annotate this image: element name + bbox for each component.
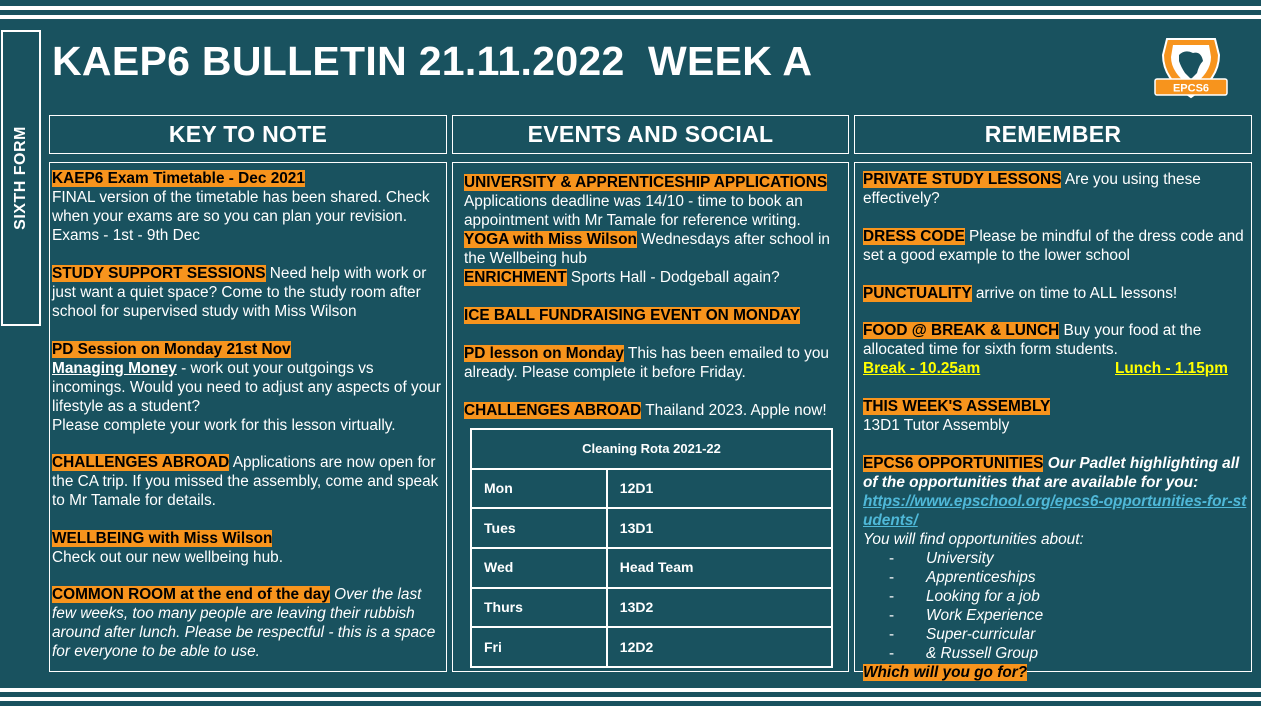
private-study-text: Are you using these effectively? bbox=[863, 171, 1201, 207]
punctuality-title: PUNCTUALITY bbox=[863, 285, 972, 302]
opportunities-intro: You will find opportunities about: bbox=[863, 531, 1084, 548]
assembly-title: THIS WEEK'S ASSEMBLY bbox=[863, 398, 1051, 415]
challenges-abroad-item bbox=[52, 453, 444, 510]
bottom-stripe-2 bbox=[0, 697, 1261, 701]
rota-group: 12D2 bbox=[607, 627, 832, 667]
enrichment-text: Sports Hall - Dodgeball again? bbox=[566, 269, 780, 286]
rota-day: Fri bbox=[471, 627, 607, 667]
rota-day: Wed bbox=[471, 548, 607, 588]
common-room-item bbox=[52, 585, 444, 661]
dress-code-item bbox=[863, 227, 1249, 265]
yoga-title: YOGA with Miss Wilson bbox=[464, 231, 637, 248]
university-text: Applications deadline was 14/10 - time to book an appointment with Mr Tamale for reference writing. bbox=[464, 193, 803, 229]
opportunities-list bbox=[863, 549, 1249, 663]
opportunities-question: Which will you go for? bbox=[863, 664, 1028, 681]
page-title: KAEP6 BULLETIN 21.11.2022 WEEK A bbox=[52, 38, 813, 84]
padlet-link[interactable]: https://www.epschool.org/epcs6-opportunities-for-students/ bbox=[863, 493, 1247, 529]
assembly-item bbox=[863, 397, 1249, 435]
header-key-to-note: KEY TO NOTE bbox=[49, 115, 447, 154]
abroad-event-item bbox=[464, 401, 846, 420]
abroad-event-title: CHALLENGES ABROAD bbox=[464, 402, 642, 419]
ice-ball-item bbox=[464, 306, 846, 325]
common-room-text: Over the last few weeks, too many people are leaving their rubbish around after lunch. Please be respectful - this is a space for everyone to be able to use. bbox=[52, 586, 436, 660]
rota-group: 13D1 bbox=[607, 508, 832, 548]
private-study-title: PRIVATE STUDY LESSONS bbox=[863, 171, 1062, 188]
wellbeing-item bbox=[52, 529, 444, 567]
list-item: - Looking for a job bbox=[863, 587, 1249, 606]
rota-caption-row bbox=[471, 429, 832, 469]
rota-row bbox=[471, 469, 832, 509]
rota-day: Mon bbox=[471, 469, 607, 509]
enrichment-title: ENRICHMENT bbox=[464, 269, 567, 286]
rota-row bbox=[471, 588, 832, 628]
epcs6-logo bbox=[1153, 33, 1229, 105]
common-room-title: COMMON ROOM at the end of the day bbox=[52, 586, 330, 603]
list-item: - Apprenticeships bbox=[863, 568, 1249, 587]
key-to-note-panel bbox=[49, 162, 447, 672]
rota-day: Thurs bbox=[471, 588, 607, 628]
study-support-title: STUDY SUPPORT SESSIONS bbox=[52, 265, 266, 282]
punctuality-text: arrive on time to ALL lessons! bbox=[971, 285, 1178, 302]
top-stripe bbox=[0, 6, 1261, 10]
study-support-text: Need help with work or just want a quiet space? Come to the study room after school for supervised study with Miss Wilson bbox=[52, 265, 427, 320]
wellbeing-title: WELLBEING with Miss Wilson bbox=[52, 530, 273, 547]
remember-panel bbox=[854, 162, 1252, 681]
rota-group: 12D1 bbox=[607, 469, 832, 509]
assembly-text: 13D1 Tutor Assembly bbox=[863, 417, 1010, 434]
pd-lesson-item bbox=[464, 344, 846, 382]
top-stripe-2 bbox=[0, 15, 1261, 19]
lunch-time: Lunch - 1.15pm bbox=[1115, 360, 1228, 377]
logo-text: EPCS6 bbox=[1172, 82, 1210, 95]
challenges-abroad-text: Applications are now open for the CA trip. If you missed the assembly, come and speak to Mr Tamale for details. bbox=[52, 454, 439, 509]
rota-group: 13D2 bbox=[607, 588, 832, 628]
sixth-form-tab bbox=[1, 30, 41, 326]
pd-lesson-text: This has been emailed to you already. Please complete it before Friday. bbox=[464, 345, 829, 381]
break-time: Break - 10.25am bbox=[863, 360, 981, 377]
dress-code-title: DRESS CODE bbox=[863, 228, 965, 245]
opportunities-item bbox=[863, 454, 1249, 682]
private-study-item bbox=[863, 170, 1249, 208]
rota-row bbox=[471, 627, 832, 667]
pd-session-item bbox=[52, 340, 444, 435]
food-text: Buy your food at the allocated time for sixth form students. bbox=[863, 322, 1202, 358]
managing-money-link[interactable]: Managing Money bbox=[52, 360, 177, 377]
bottom-stripe bbox=[0, 688, 1261, 692]
break-lunch-times bbox=[863, 359, 1249, 378]
food-item bbox=[863, 321, 1249, 378]
exam-timetable-title: KAEP6 Exam Timetable - Dec 2021 bbox=[52, 170, 305, 187]
yoga-text: Wednesdays after school in the Wellbeing hub bbox=[464, 231, 830, 267]
header-events-and-social: EVENTS AND SOCIAL bbox=[452, 115, 849, 154]
list-item: - University bbox=[863, 549, 1249, 568]
list-item: - Work Experience bbox=[863, 606, 1249, 625]
rota-caption: Cleaning Rota 2021-22 bbox=[471, 429, 832, 469]
university-title: UNIVERSITY & APPRENTICESHIP APPLICATIONS bbox=[464, 174, 828, 191]
rota-day: Tues bbox=[471, 508, 607, 548]
food-title: FOOD @ BREAK & LUNCH bbox=[863, 322, 1060, 339]
rota-row bbox=[471, 548, 832, 588]
exam-timetable-text: FINAL version of the timetable has been shared. Check when your exams are so you can plan your revision. Exams - 1st - 9th Dec bbox=[52, 189, 430, 244]
opportunities-text: Our Padlet highlighting all of the opportunities that are available for you: bbox=[863, 455, 1240, 491]
ice-ball-title: ICE BALL FUNDRAISING EVENT ON MONDAY bbox=[464, 307, 801, 324]
punctuality-item bbox=[863, 284, 1249, 303]
wellbeing-text: Check out our new wellbeing hub. bbox=[52, 549, 284, 566]
list-item: - Super-curricular bbox=[863, 625, 1249, 644]
pd-lesson-title: PD lesson on Monday bbox=[464, 345, 624, 362]
pd-session-text-2: Please complete your work for this lesson virtually. bbox=[52, 417, 396, 434]
abroad-event-text: Thailand 2023. Apple now! bbox=[641, 402, 827, 419]
challenges-abroad-title: CHALLENGES ABROAD bbox=[52, 454, 230, 471]
sixth-form-label: SIXTH FORM bbox=[12, 126, 29, 230]
header-remember: REMEMBER bbox=[854, 115, 1252, 154]
pd-session-text: - work out your outgoings vs incomings. Would you need to adjust any aspects of your lifestyle as a student? bbox=[52, 360, 441, 415]
pd-session-title: PD Session on Monday 21st Nov bbox=[52, 341, 291, 358]
rota-group: Head Team bbox=[607, 548, 832, 588]
university-item bbox=[464, 173, 846, 287]
list-item: - & Russell Group bbox=[863, 644, 1249, 663]
events-social-panel bbox=[452, 162, 849, 672]
cleaning-rota-table bbox=[470, 428, 833, 668]
opportunities-title: EPCS6 OPPORTUNITIES bbox=[863, 455, 1044, 472]
rota-row bbox=[471, 508, 832, 548]
exam-timetable-item bbox=[52, 169, 444, 245]
dress-code-text: Please be mindful of the dress code and set a good example to the lower school bbox=[863, 228, 1244, 264]
study-support-item bbox=[52, 264, 444, 321]
